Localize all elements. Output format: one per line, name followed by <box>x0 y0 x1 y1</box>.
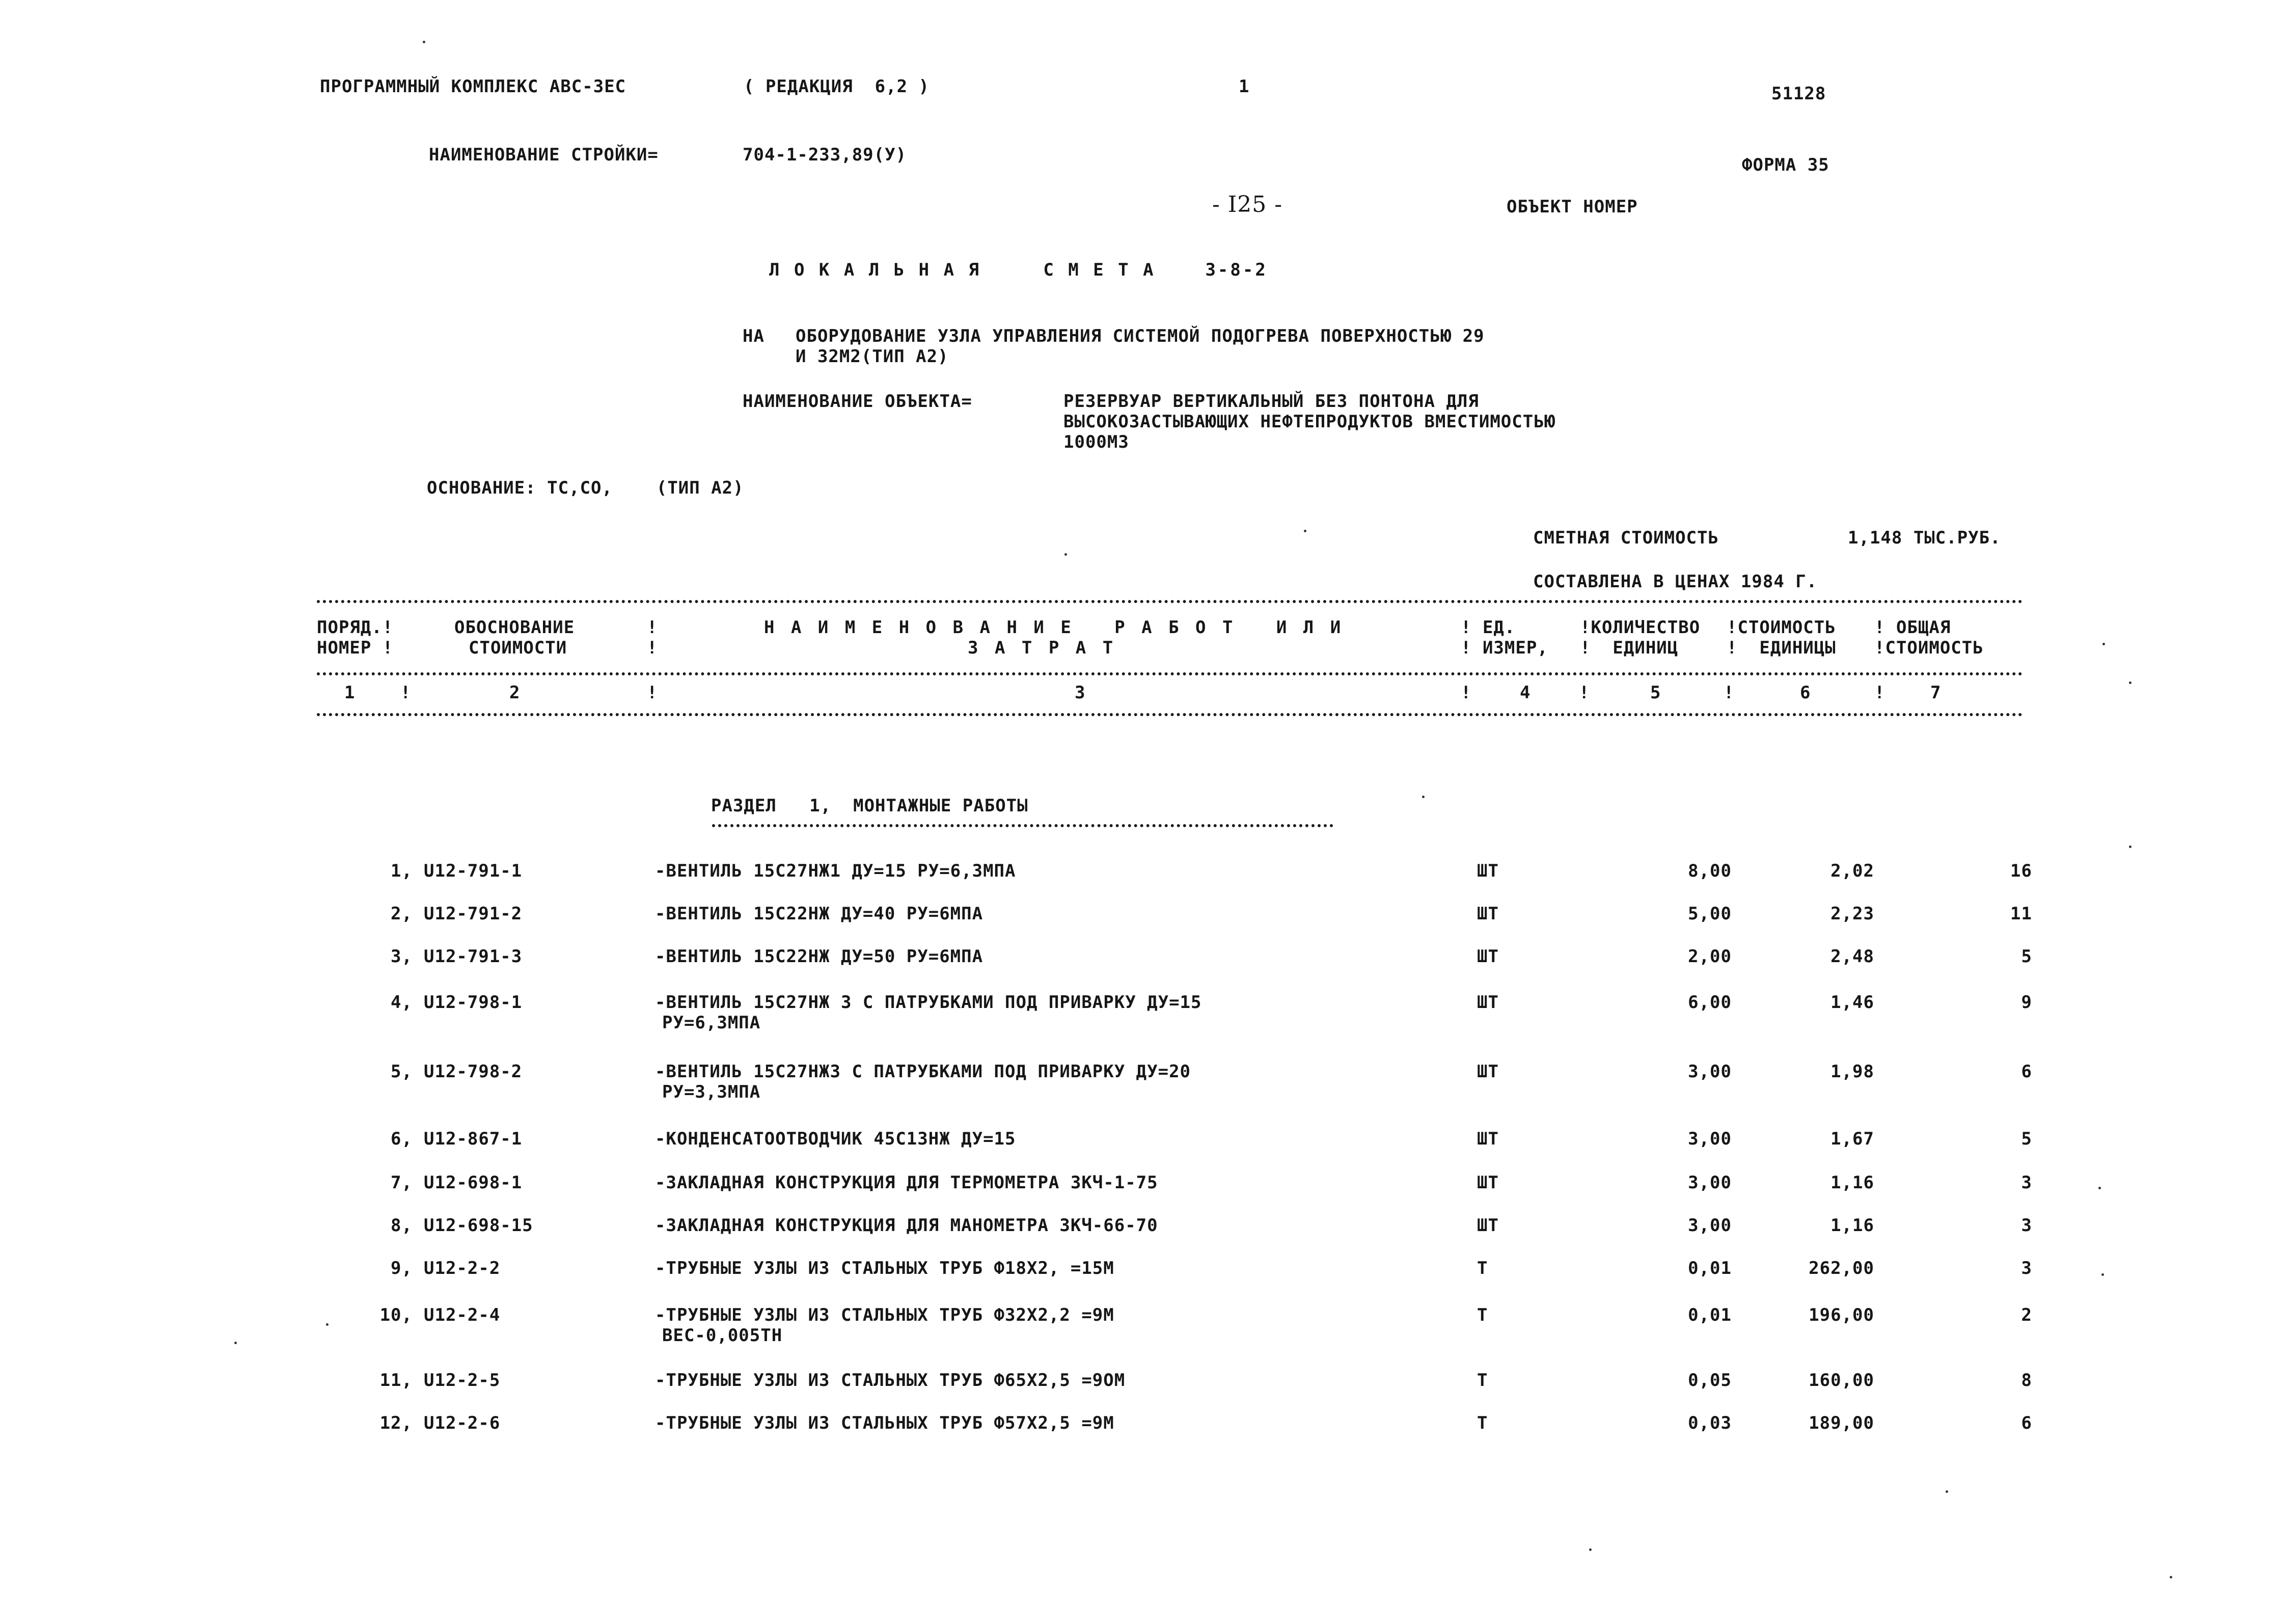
col-header-2-line2: СТОИМОСТИ <box>469 638 567 658</box>
row-code: U12-798-1 <box>424 992 523 1013</box>
col-sep-n4: ! <box>1579 683 1590 703</box>
row-name: -ВЕНТИЛЬ 15С27НЖ1 ДУ=15 РУ=6,ЗМПА <box>655 861 1016 881</box>
row-number: 4, <box>391 992 413 1013</box>
scan-speck <box>2098 1187 2101 1189</box>
object-number-label: ОБЪЕКТ НОМЕР <box>1507 197 1638 217</box>
row-name: -ЗАКЛАДНАЯ КОНСТРУКЦИЯ ДЛЯ МАНОМЕТРА ЗКЧ-66-70 <box>655 1215 1158 1236</box>
row-number: 11, <box>379 1370 413 1391</box>
col-number-4: 4 <box>1520 683 1531 703</box>
row-quantity: 3,00 <box>1688 1215 1732 1236</box>
row-number: 7, <box>391 1173 413 1193</box>
row-name-continued: РУ=6,3МПА <box>662 1013 761 1033</box>
row-number: 9, <box>391 1258 413 1278</box>
row-quantity: 6,00 <box>1688 992 1732 1013</box>
basis-line: ОСНОВАНИЕ: ТС,СО, (ТИП А2) <box>427 478 744 498</box>
row-name-value: 704-1-233,89(У) <box>743 145 907 165</box>
col-header-3-line2: З А Т Р А Т <box>968 638 1116 658</box>
on-label: НА <box>743 326 764 346</box>
col-sep-n1: ! <box>400 683 412 703</box>
col-number-1: 1 <box>344 683 356 703</box>
object-name-line1: РЕЗЕРВУАР ВЕРТИКАЛЬНЫЙ БЕЗ ПОНТОНА ДЛЯ <box>1063 391 1479 412</box>
row-unit-price: 1,16 <box>1830 1215 1874 1236</box>
row-name: -ТРУБНЫЕ УЗЛЫ ИЗ СТАЛЬНЫХ ТРУБ Ф65Х2,5 =9ОМ <box>655 1370 1126 1391</box>
row-number: 12, <box>379 1413 413 1433</box>
on-description-line2: И 32М2(ТИП А2) <box>796 346 949 367</box>
header-rule-bottom <box>317 713 2023 716</box>
row-number: 3, <box>391 946 413 967</box>
row-code: U12-2-5 <box>424 1370 501 1391</box>
row-name-continued: РУ=3,3МПА <box>662 1082 761 1102</box>
row-number: 8, <box>391 1215 413 1236</box>
col-header-1-line2: НОМЕР ! <box>317 638 394 658</box>
row-unit-price: 262,00 <box>1809 1258 1874 1278</box>
col-header-2-line1: ОБОСНОВАНИЕ <box>454 617 575 638</box>
row-quantity: 0,01 <box>1688 1258 1732 1278</box>
col-sep-n3: ! <box>1461 683 1472 703</box>
row-quantity: 2,00 <box>1688 946 1732 967</box>
row-name: -ВЕНТИЛЬ 15С27НЖ3 С ПАТРУБКАМИ ПОД ПРИВАРКУ ДУ=20 <box>655 1061 1191 1082</box>
row-total: 6 <box>2021 1061 2032 1082</box>
row-unit-price: 2,02 <box>1830 861 1874 881</box>
row-name: -ВЕНТИЛЬ 15С27НЖ 3 С ПАТРУБКАМИ ПОД ПРИВАРКУ ДУ=15 <box>655 992 1202 1013</box>
col-sep-n2: ! <box>647 683 658 703</box>
scan-speck <box>2129 682 2131 684</box>
scan-speck <box>2170 1576 2172 1578</box>
row-unit: ШТ <box>1477 1173 1499 1193</box>
row-name: -ВЕНТИЛЬ 15С22НЖ ДУ=50 РУ=6МПА <box>655 946 983 967</box>
row-name: -ТРУБНЫЕ УЗЛЫ ИЗ СТАЛЬНЫХ ТРУБ Ф18Х2, =15М <box>655 1258 1114 1278</box>
col-header-6-line2: ! ЕДИНИЦЫ <box>1727 638 1836 658</box>
row-code: U12-2-2 <box>424 1258 501 1278</box>
cost-label: СМЕТНАЯ СТОИМОСТЬ <box>1533 528 1719 548</box>
row-total: 8 <box>2021 1370 2032 1391</box>
header-rule-top <box>317 600 2023 603</box>
scan-speck <box>1422 796 1425 798</box>
on-description-line1: ОБОРУДОВАНИЕ УЗЛА УПРАВЛЕНИЯ СИСТЕМОЙ ПОДОГРЕВА ПОВЕРХНОСТЬЮ 29 <box>796 326 1485 346</box>
scan-speck <box>326 1323 329 1326</box>
section-title: РАЗДЕЛ 1, МОНТАЖНЫЕ РАБОТЫ <box>711 796 1028 816</box>
row-unit: Т <box>1477 1370 1488 1391</box>
row-total: 11 <box>2010 904 2032 924</box>
row-total: 3 <box>2021 1215 2032 1236</box>
scan-speck <box>234 1342 237 1344</box>
document-code: 51128 <box>1771 84 1826 104</box>
scan-speck <box>1304 530 1306 532</box>
col-header-4-line2: ! ИЗМЕР, <box>1461 638 1548 658</box>
row-code: U12-867-1 <box>424 1129 523 1149</box>
row-quantity: 3,00 <box>1688 1173 1732 1193</box>
row-unit: ШТ <box>1477 861 1499 881</box>
header-rule-mid <box>317 672 2023 675</box>
row-code: U12-2-6 <box>424 1413 501 1433</box>
row-quantity: 5,00 <box>1688 904 1732 924</box>
row-quantity: 0,01 <box>1688 1305 1732 1325</box>
form-label: ФОРМА 35 <box>1742 155 1829 175</box>
row-name: -ЗАКЛАДНАЯ КОНСТРУКЦИЯ ДЛЯ ТЕРМОМЕТРА ЗКЧ-1-75 <box>655 1173 1158 1193</box>
row-total: 3 <box>2021 1173 2032 1193</box>
row-quantity: 0,03 <box>1688 1413 1732 1433</box>
object-name-line3: 1000М3 <box>1063 432 1129 452</box>
row-unit-price: 160,00 <box>1809 1370 1874 1391</box>
row-unit: ШТ <box>1477 992 1499 1013</box>
row-code: U12-698-1 <box>424 1173 523 1193</box>
program-title: ПРОГРАММНЫЙ КОМПЛЕКС АВС-3ЕС <box>320 76 626 97</box>
row-code: U12-2-4 <box>424 1305 501 1325</box>
col-header-7-line2: !СТОИМОСТЬ <box>1874 638 1984 658</box>
cost-value: 1,148 ТЫС.РУБ. <box>1848 528 2001 548</box>
row-unit: ШТ <box>1477 1215 1499 1236</box>
sheet-number: 1 <box>1239 76 1250 97</box>
row-total: 16 <box>2010 861 2032 881</box>
row-unit: ШТ <box>1477 946 1499 967</box>
row-number: 1, <box>391 861 413 881</box>
col-sep-n6: ! <box>1874 683 1885 703</box>
object-name-label: НАИМЕНОВАНИЕ ОБЪЕКТА= <box>743 391 972 412</box>
scan-speck <box>1946 1490 1948 1493</box>
row-code: U12-791-2 <box>424 904 523 924</box>
col-number-3: 3 <box>1075 683 1086 703</box>
row-quantity: 0,05 <box>1688 1370 1732 1391</box>
row-name: -ТРУБНЫЕ УЗЛЫ ИЗ СТАЛЬНЫХ ТРУБ Ф32Х2,2 =9М <box>655 1305 1114 1325</box>
row-number: 5, <box>391 1061 413 1082</box>
row-code: U12-698-15 <box>424 1215 533 1236</box>
section-underline <box>712 824 1333 827</box>
page-number: - I25 - <box>1212 192 1283 217</box>
row-unit: Т <box>1477 1305 1488 1325</box>
row-unit-price: 1,98 <box>1830 1061 1874 1082</box>
row-unit: Т <box>1477 1258 1488 1278</box>
row-quantity: 8,00 <box>1688 861 1732 881</box>
col-header-7-line1: ! ОБЩАЯ <box>1874 617 1951 638</box>
row-total: 5 <box>2021 946 2032 967</box>
estimate-heading: Л О К А Л Ь Н А Я С М Е Т А 3-8-2 <box>769 260 1268 280</box>
row-code: U12-791-1 <box>424 861 523 881</box>
row-unit-price: 2,23 <box>1830 904 1874 924</box>
scan-speck <box>423 41 425 43</box>
row-unit: ШТ <box>1477 904 1499 924</box>
row-total: 6 <box>2021 1413 2032 1433</box>
scan-speck <box>2102 643 2105 645</box>
col-number-6: 6 <box>1800 683 1811 703</box>
scan-speck <box>1064 553 1067 556</box>
col-sep-a: ! <box>647 617 658 638</box>
row-name: -ВЕНТИЛЬ 15С22НЖ ДУ=40 РУ=6МПА <box>655 904 983 924</box>
row-code: U12-798-2 <box>424 1061 523 1082</box>
col-number-7: 7 <box>1930 683 1942 703</box>
scan-speck <box>2101 1273 2104 1276</box>
row-number: 10, <box>379 1305 413 1325</box>
col-header-5-line2: ! ЕДИНИЦ <box>1580 638 1679 658</box>
col-header-5-line1: !КОЛИЧЕСТВО <box>1580 617 1701 638</box>
row-unit-price: 1,67 <box>1830 1129 1874 1149</box>
row-total: 5 <box>2021 1129 2032 1149</box>
row-unit: Т <box>1477 1413 1488 1433</box>
row-unit-price: 1,46 <box>1830 992 1874 1013</box>
col-header-6-line1: !СТОИМОСТЬ <box>1727 617 1836 638</box>
scan-speck <box>2129 846 2131 848</box>
row-unit-price: 2,48 <box>1830 946 1874 967</box>
row-total: 3 <box>2021 1258 2032 1278</box>
col-number-5: 5 <box>1650 683 1661 703</box>
col-sep-n5: ! <box>1724 683 1735 703</box>
col-header-1-line1: ПОРЯД.! <box>317 617 394 638</box>
row-unit: ШТ <box>1477 1129 1499 1149</box>
edition-label: ( РЕДАКЦИЯ 6,2 ) <box>744 76 930 97</box>
col-header-3-line1: Н А И М Е Н О В А Н И Е Р А Б О Т И Л И <box>764 617 1344 638</box>
col-sep-b: ! <box>647 638 658 658</box>
row-quantity: 3,00 <box>1688 1129 1732 1149</box>
row-unit-price: 189,00 <box>1809 1413 1874 1433</box>
row-number: 2, <box>391 904 413 924</box>
prices-note: СОСТАВЛЕНА В ЦЕНАХ 1984 Г. <box>1533 571 1818 592</box>
scan-speck <box>1589 1548 1592 1551</box>
row-number: 6, <box>391 1129 413 1149</box>
object-name-line2: ВЫСОКОЗАСТЫВАЮЩИХ НЕФТЕПРОДУКТОВ ВМЕСТИМОСТЬЮ <box>1063 412 1556 432</box>
col-number-2: 2 <box>509 683 521 703</box>
row-total: 2 <box>2021 1305 2032 1325</box>
row-unit-price: 196,00 <box>1809 1305 1874 1325</box>
row-code: U12-791-3 <box>424 946 523 967</box>
row-unit-price: 1,16 <box>1830 1173 1874 1193</box>
row-total: 9 <box>2021 992 2032 1013</box>
row-name: -ТРУБНЫЕ УЗЛЫ ИЗ СТАЛЬНЫХ ТРУБ Ф57Х2,5 =9М <box>655 1413 1114 1433</box>
row-quantity: 3,00 <box>1688 1061 1732 1082</box>
row-unit: ШТ <box>1477 1061 1499 1082</box>
row-name-continued: ВЕС-0,005ТН <box>662 1325 783 1346</box>
col-header-4-line1: ! ЕД. <box>1461 617 1516 638</box>
row-name: -КОНДЕНСАТООТВОДЧИК 45С13НЖ ДУ=15 <box>655 1129 1016 1149</box>
row-name-label: НАИМЕНОВАНИЕ СТРОЙКИ= <box>429 145 659 165</box>
